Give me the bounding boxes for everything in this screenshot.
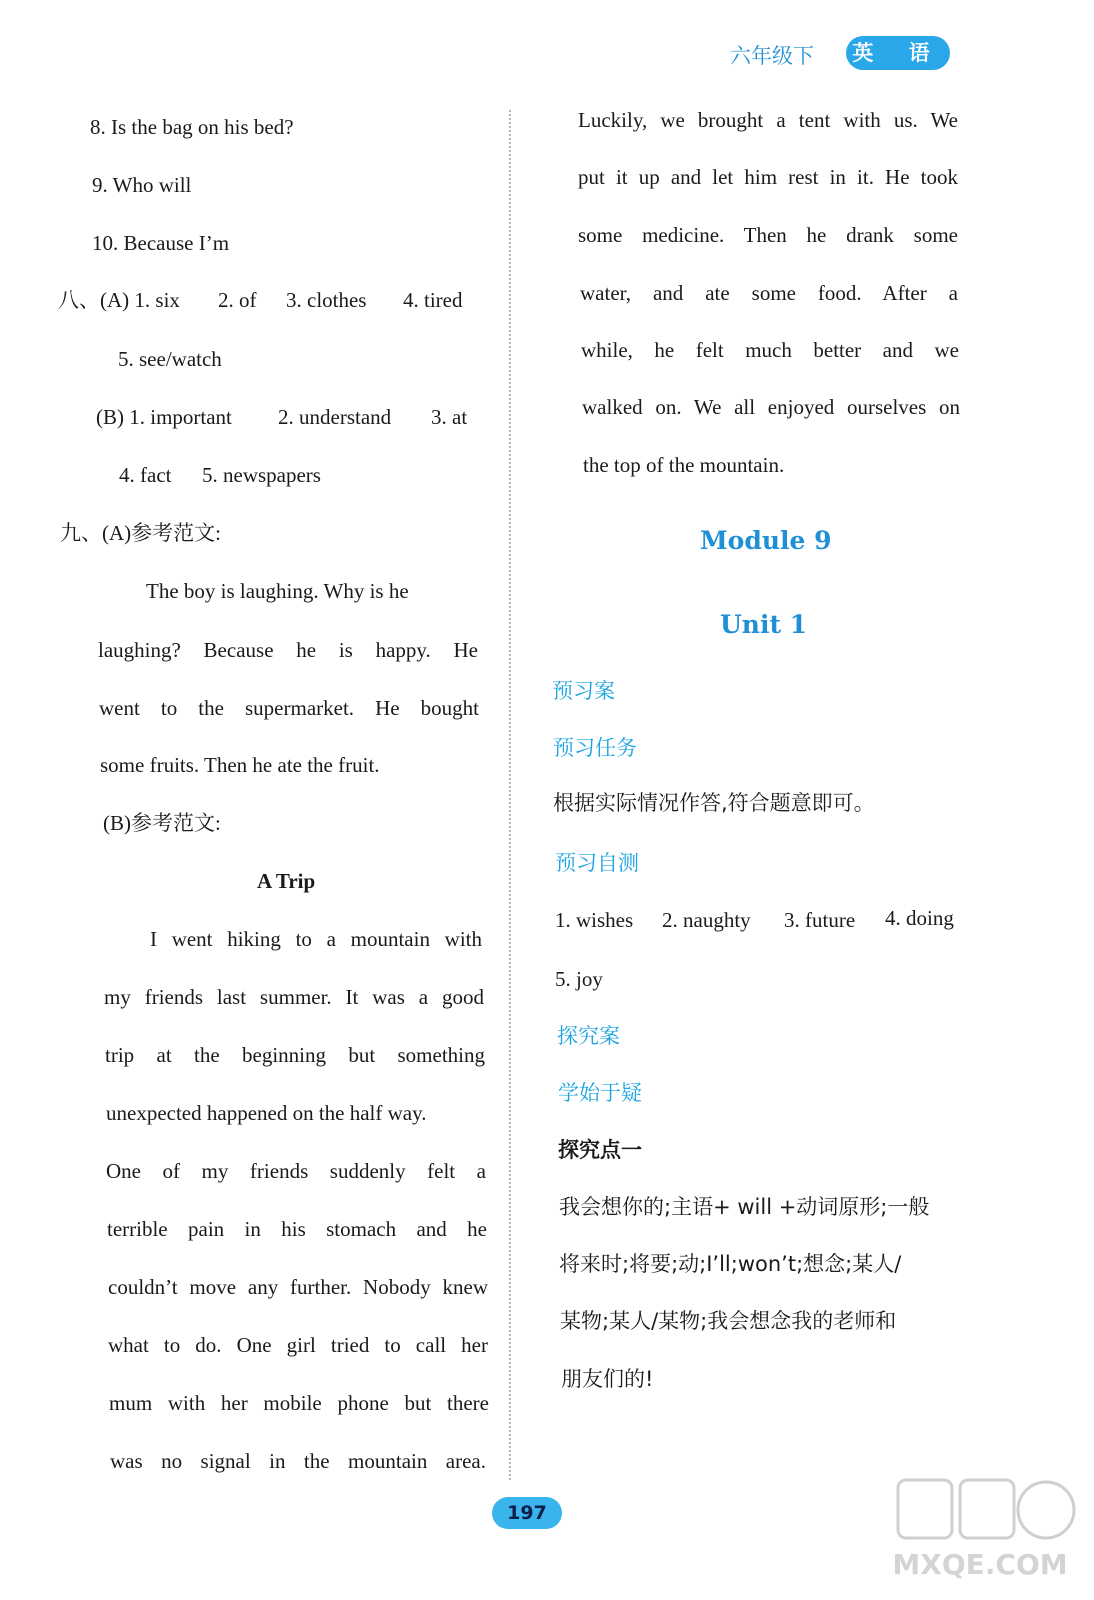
grade-label: 六年级下 [730,44,814,68]
essay-c-line: while, he felt much better and we [581,338,959,362]
section-8a-item-5: 5. see/watch [118,347,222,371]
subject-badge: 英 语 [846,36,950,70]
essay-b-line: mum with her mobile phone but there [109,1391,489,1415]
explore-plan-heading: 探究案 [557,1024,620,1048]
essay-b-line: terrible pain in his stomach and he [107,1217,487,1241]
essay-b-line: unexpected happened on the half way. [106,1101,427,1125]
essay-c-line: water, and ate some food. After a [580,281,958,305]
explore-point-line: 我会想你的;主语+ will +动词原形;一般 [559,1195,930,1219]
essay-b-line: was no signal in the mountain area. [110,1449,486,1473]
essay-c-line: walked on. We all enjoyed ourselves on [582,395,960,419]
section-8a-item-4: 4. tired [403,288,463,312]
module-heading: Module 9 [700,526,832,555]
self-test-heading: 预习自测 [555,851,639,875]
essay-b-title: A Trip [257,869,316,893]
answer-line-9: 9. Who will [92,173,192,197]
learning-doubt-heading: 学始于疑 [558,1081,642,1105]
essay-b-line: couldn’t move any further. Nobody knew [108,1275,488,1299]
essay-a-line: some fruits. Then he ate the fruit. [100,753,380,777]
essay-b-line: trip at the beginning but something [105,1043,485,1067]
explore-point-line: 朋友们的! [561,1367,654,1391]
essay-b-line: what to do. One girl tried to call her [108,1333,488,1357]
answer-line-10: 10. Because I’m [92,231,230,255]
section-8b-item-1: (B) 1. important [96,405,232,429]
section-9a-heading: 九、(A)参考范文: [60,521,221,545]
self-test-item-2: 2. naughty [662,908,751,932]
section-8b-item-3: 3. at [431,405,468,429]
essay-c-line: some medicine. Then he drank some [578,223,958,247]
self-test-item-4: 4. doing [885,906,954,930]
column-divider [509,110,511,1480]
section-8a-item-2: 2. of [218,288,257,312]
essay-a-line: laughing? Because he is happy. He [98,638,478,662]
answer-line-8: 8. Is the bag on his bed? [90,115,294,139]
essay-a-line: The boy is laughing. Why is he [146,579,409,603]
unit-heading: Unit 1 [720,610,808,639]
essay-c-line: Luckily, we brought a tent with us. We [578,108,958,132]
preview-task-heading: 预习任务 [553,736,637,760]
section-8b-item-5: 5. newspapers [202,463,321,487]
essay-b-line: One of my friends suddenly felt a [106,1159,486,1183]
self-test-item-5: 5. joy [555,967,603,991]
self-test-item-1: 1. wishes [555,908,634,932]
section-9b-heading: (B)参考范文: [103,811,221,835]
explore-point-line: 某物;某人/某物;我会想念我的老师和 [560,1309,897,1333]
svg-text:MXQE.COM: MXQE.COM [892,1548,1068,1581]
explore-point-line: 将来时;将要;动;I’ll;won’t;想念;某人/ [559,1252,902,1276]
preview-plan-heading: 预习案 [552,679,615,703]
page-number: 197 [492,1497,562,1529]
essay-b-line: my friends last summer. It was a good [104,985,484,1009]
section-8b-item-4: 4. fact [119,463,172,487]
preview-task-answer: 根据实际情况作答,符合题意即可。 [553,791,875,815]
section-8a-item-3: 3. clothes [286,288,367,312]
self-test-item-3: 3. future [784,908,856,932]
essay-a-line: went to the supermarket. He bought [99,696,479,720]
section-8a-item-1: 八、(A) 1. six [58,288,180,312]
explore-point-heading: 探究点一 [558,1138,642,1162]
essay-c-line: the top of the mountain. [583,453,785,477]
essay-b-line: I went hiking to a mountain with [150,927,482,951]
essay-c-line: put it up and let him rest in it. He took [578,165,958,189]
watermark-logo-icon [880,1470,1080,1590]
section-8b-item-2: 2. understand [278,405,392,429]
